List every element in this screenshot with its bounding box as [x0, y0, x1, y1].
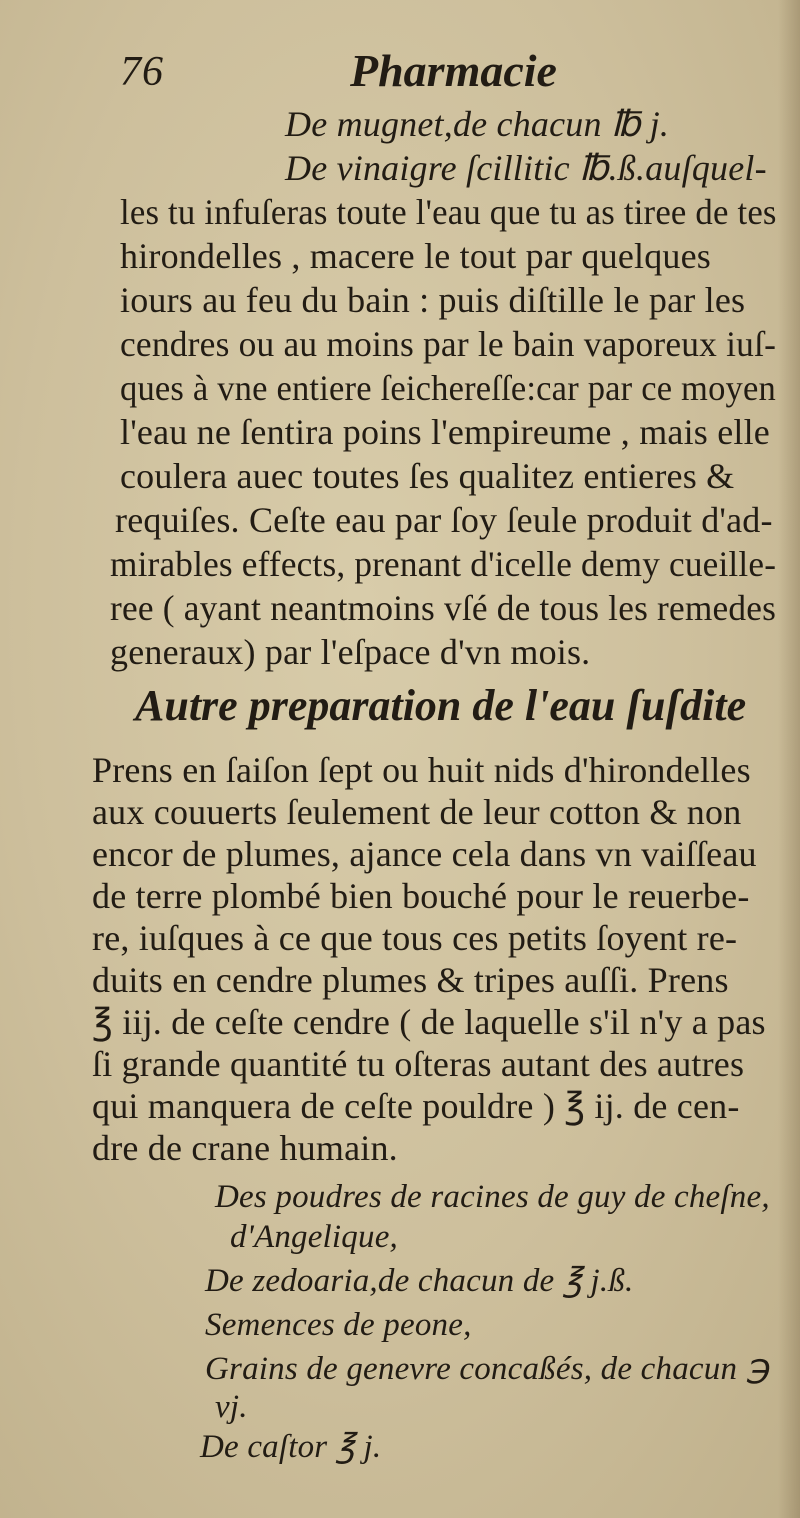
text-line: Prens en ſaiſon ſept ou huit nids d'hirondelles	[92, 750, 751, 790]
text-line: requiſes. Ceſte eau par ſoy ſeule produit d'ad-	[115, 500, 773, 540]
text-line: cendres ou au moins par le bain vaporeux iuſ-	[120, 324, 777, 364]
text-line: hirondelles , macere le tout par quelques	[120, 236, 711, 276]
text-line: iours au feu du bain : puis diſtille le par les	[120, 280, 746, 320]
text-line: ques à vne entiere ſeichereſſe:car par ce moyen	[120, 368, 776, 408]
text-line: re, iuſques à ce que tous ces petits ſoyent re-	[92, 918, 738, 958]
paragraph-2	[92, 748, 782, 1168]
text-line: De mugnet,de chacun ℔ j.	[285, 104, 670, 144]
running-title: Pharmacie	[350, 45, 557, 96]
text-line: mirables effects, prenant d'icelle demy cueille-	[110, 544, 777, 584]
text-line: qui manquera de ceſte pouldre ) ℥ ij. de cen-	[92, 1086, 740, 1126]
section-heading: Autre preparation de l'eau ſuſdite	[135, 681, 747, 730]
page-header	[110, 38, 770, 98]
text-line: dre de crane humain.	[92, 1128, 398, 1168]
text-line: aux couuerts ſeulement de leur cotton & non	[92, 792, 742, 832]
text-line: De vinaigre ſcillitic ℔.ß.auſquel-	[285, 148, 767, 188]
text-line: de terre plombé bien bouché pour le reuerbe-	[92, 876, 750, 916]
recipe-line: Semences de peone,	[205, 1307, 472, 1343]
text-line: les tu infuſeras toute l'eau que tu as tiree de tes	[120, 192, 777, 232]
text-line: ſi grande quantité tu oſteras autant des autres	[92, 1044, 745, 1084]
text-line: duits en cendre plumes & tripes auſſi. Prens	[92, 960, 729, 1000]
text-line: ree ( ayant neantmoins vſé de tous les remedes	[110, 588, 777, 628]
recipe-line: De zedoaria,de chacun de ℥ j.ß.	[205, 1263, 634, 1299]
recipe-line: Des poudres de racines de guy de cheſne,	[215, 1179, 770, 1215]
recipe-line: Grains de genevre concaßés, de chacun ℈	[205, 1351, 769, 1387]
text-line: l'eau ne ſentira poins l'empireume , mais elle	[120, 412, 770, 452]
recipe-line: De caſtor ℥ j.	[200, 1429, 382, 1465]
text-line: coulera auec toutes ſes qualitez entieres &	[120, 456, 735, 496]
recipe-line: vj.	[215, 1389, 248, 1425]
paragraph-1	[110, 102, 780, 672]
recipe-line: d'Angelique,	[230, 1219, 398, 1255]
text-line: ℥ iij. de ceſte cendre ( de laquelle s'il n'y a pas	[92, 1002, 766, 1042]
text-line: generaux) par l'eſpace d'vn mois.	[110, 632, 591, 672]
page-number: 76	[120, 49, 164, 95]
recipe-list	[160, 1175, 780, 1465]
text-line: encor de plumes, ajance cela dans vn vaiſſeau	[92, 834, 757, 874]
